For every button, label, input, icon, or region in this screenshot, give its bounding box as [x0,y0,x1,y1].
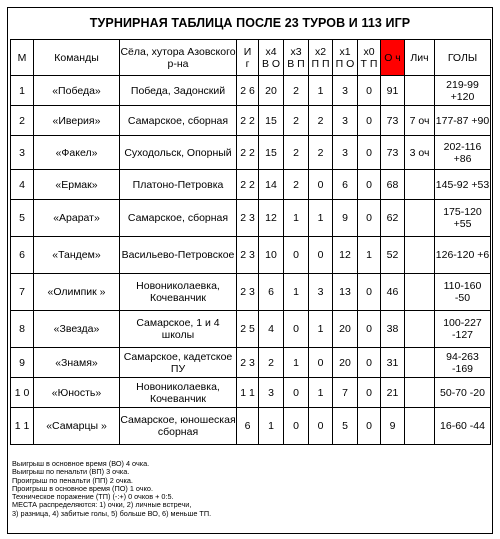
header-pp: х2 П П [309,40,333,76]
cell-m: 1 [11,76,34,106]
cell-m: 4 [11,170,34,200]
cell-games: 2 3 [237,348,259,378]
cell-games: 1 1 [237,378,259,408]
cell-games: 2 5 [237,311,259,348]
cell-personal: 7 оч [405,106,435,136]
cell-team: «Самарцы » [34,408,120,445]
cell-vp: 2 [284,170,309,200]
header-personal: Лич [405,40,435,76]
table-row [11,348,491,378]
table-row [11,311,491,348]
cell-team: «Звезда» [34,311,120,348]
cell-goals: 126-120 +6 [435,237,491,274]
cell-team: «Тандем» [34,237,120,274]
table-title: ТУРНИРНАЯ ТАБЛИЦА ПОСЛЕ 23 ТУРОВ И 113 ИГР [89,16,411,30]
cell-vo: 12 [259,200,284,237]
header-points: О ч [381,40,405,76]
cell-goals: 110-160 -50 [435,274,491,311]
cell-goals: 219-99 +120 [435,76,491,106]
cell-vp: 0 [284,237,309,274]
note-line: Проигрыш по пенальти (ПП) 2 очка. [12,475,133,485]
header-games: И г [237,40,259,76]
cell-m: 7 [11,274,34,311]
cell-pp: 1 [309,378,333,408]
table-row [11,378,491,408]
cell-m: 1 0 [11,378,34,408]
cell-vo: 1 [259,408,284,445]
cell-vp: 0 [284,408,309,445]
cell-personal [405,408,435,445]
cell-vp: 1 [284,200,309,237]
cell-team: «Знамя» [34,348,120,378]
cell-m: 5 [11,200,34,237]
cell-personal: 3 оч [405,136,435,170]
cell-m: 6 [11,237,34,274]
cell-village: Васильево-Петровское [120,237,237,274]
note-line: Выигрыш по пенальти (ВП) 3 очка. [12,467,130,477]
cell-points: 21 [381,378,405,408]
cell-team: «Арарат» [34,200,120,237]
cell-vo: 2 [259,348,284,378]
cell-vp: 2 [284,136,309,170]
cell-po: 7 [333,378,358,408]
cell-village: Самарское, юношеская сборная [120,408,237,445]
cell-po: 5 [333,408,358,445]
cell-goals: 16-60 -44 [435,408,491,445]
cell-points: 68 [381,170,405,200]
cell-games: 2 2 [237,106,259,136]
cell-vp: 0 [284,311,309,348]
cell-village: Новониколаевка, Кочеванчик [120,378,237,408]
header-m: М [11,40,34,76]
cell-po: 3 [333,76,358,106]
note-line: МЕСТА распределяются: 1) очки, 2) личные встречи, [12,500,192,510]
cell-vp: 2 [284,106,309,136]
cell-personal [405,170,435,200]
cell-games: 2 3 [237,237,259,274]
cell-games: 6 [237,408,259,445]
cell-tp: 1 [358,237,381,274]
cell-tp: 0 [358,348,381,378]
cell-pp: 2 [309,136,333,170]
cell-points: 91 [381,76,405,106]
cell-village: Самарское, кадетское ПУ [120,348,237,378]
cell-po: 9 [333,200,358,237]
table-row [11,408,491,445]
note-line: Проигрыш в основное время (ПО) 1 очко. [12,483,153,493]
cell-games: 2 6 [237,76,259,106]
cell-team: «Факел» [34,136,120,170]
cell-vo: 3 [259,378,284,408]
cell-goals: 202-116 +86 [435,136,491,170]
cell-tp: 0 [358,311,381,348]
cell-goals: 94-263 -169 [435,348,491,378]
note-line: Техническое поражение (ТП) (-:+) 0 очков + 0:5. [12,492,174,502]
header-teams: Команды [34,40,120,76]
cell-vo: 6 [259,274,284,311]
cell-village: Платоно-Петровка [120,170,237,200]
cell-team: «Ермак» [34,170,120,200]
cell-points: 31 [381,348,405,378]
cell-m: 2 [11,106,34,136]
header-tp: х0 Т П [358,40,381,76]
cell-vo: 10 [259,237,284,274]
cell-games: 2 3 [237,274,259,311]
cell-points: 73 [381,106,405,136]
cell-po: 13 [333,274,358,311]
table-row [11,106,491,136]
cell-po: 6 [333,170,358,200]
cell-personal [405,76,435,106]
note-line: 3) разница, 4) забитые голы, 5) больше ВО, 6) меньше ТП. [12,508,212,518]
cell-points: 9 [381,408,405,445]
cell-personal [405,200,435,237]
cell-team: «Олимпик » [34,274,120,311]
cell-points: 38 [381,311,405,348]
table-row [11,76,491,106]
cell-pp: 1 [309,311,333,348]
table-row [11,136,491,170]
cell-m: 8 [11,311,34,348]
cell-points: 52 [381,237,405,274]
cell-personal [405,348,435,378]
header-goals: ГОЛЫ [435,40,491,76]
cell-vp: 0 [284,378,309,408]
cell-tp: 0 [358,136,381,170]
header-villages: Сёла, хутора Азовского р-на [120,40,237,76]
cell-po: 3 [333,106,358,136]
cell-games: 2 2 [237,170,259,200]
cell-pp: 0 [309,348,333,378]
cell-po: 12 [333,237,358,274]
cell-pp: 3 [309,274,333,311]
cell-vo: 15 [259,136,284,170]
cell-goals: 145-92 +53 [435,170,491,200]
table-row [11,274,491,311]
header-vo: х4 В О [259,40,284,76]
cell-po: 20 [333,311,358,348]
cell-village: Самарское, сборная [120,200,237,237]
table-row [11,200,491,237]
cell-tp: 0 [358,408,381,445]
standings-table [10,39,491,445]
cell-pp: 0 [309,408,333,445]
table-row [11,170,491,200]
cell-points: 73 [381,136,405,170]
cell-tp: 0 [358,200,381,237]
cell-tp: 0 [358,378,381,408]
cell-m: 1 1 [11,408,34,445]
table-row [11,237,491,274]
cell-vp: 2 [284,76,309,106]
cell-village: Суходольск, Опорный [120,136,237,170]
cell-village: Победа, Задонский [120,76,237,106]
cell-m: 3 [11,136,34,170]
cell-vo: 15 [259,106,284,136]
cell-games: 2 2 [237,136,259,170]
cell-goals: 50-70 -20 [435,378,491,408]
cell-points: 62 [381,200,405,237]
note-line: Выигрыш в основное время (ВО) 4 очка. [12,459,150,468]
cell-tp: 0 [358,274,381,311]
cell-vp: 1 [284,348,309,378]
cell-goals: 177-87 +90 [435,106,491,136]
header-vp: х3 В П [284,40,309,76]
cell-village: Самарское, 1 и 4 школы [120,311,237,348]
cell-personal [405,237,435,274]
scoring-notes [12,460,488,518]
cell-personal [405,311,435,348]
cell-tp: 0 [358,106,381,136]
cell-games: 2 3 [237,200,259,237]
cell-m: 9 [11,348,34,378]
cell-team: «Иверия» [34,106,120,136]
cell-village: Самарское, сборная [120,106,237,136]
cell-pp: 0 [309,237,333,274]
cell-vo: 20 [259,76,284,106]
cell-tp: 0 [358,170,381,200]
cell-tp: 0 [358,76,381,106]
cell-goals: 175-120 +55 [435,200,491,237]
cell-personal [405,378,435,408]
cell-points: 46 [381,274,405,311]
cell-po: 3 [333,136,358,170]
cell-village: Новониколаевка, Кочеванчик [120,274,237,311]
cell-vo: 14 [259,170,284,200]
cell-vo: 4 [259,311,284,348]
cell-team: «Победа» [34,76,120,106]
cell-personal [405,274,435,311]
cell-goals: 100-227 -127 [435,311,491,348]
cell-pp: 1 [309,76,333,106]
cell-team: «Юность» [34,378,120,408]
cell-pp: 2 [309,106,333,136]
cell-po: 20 [333,348,358,378]
cell-pp: 1 [309,200,333,237]
cell-vp: 1 [284,274,309,311]
cell-pp: 0 [309,170,333,200]
header-po: х1 П О [333,40,358,76]
